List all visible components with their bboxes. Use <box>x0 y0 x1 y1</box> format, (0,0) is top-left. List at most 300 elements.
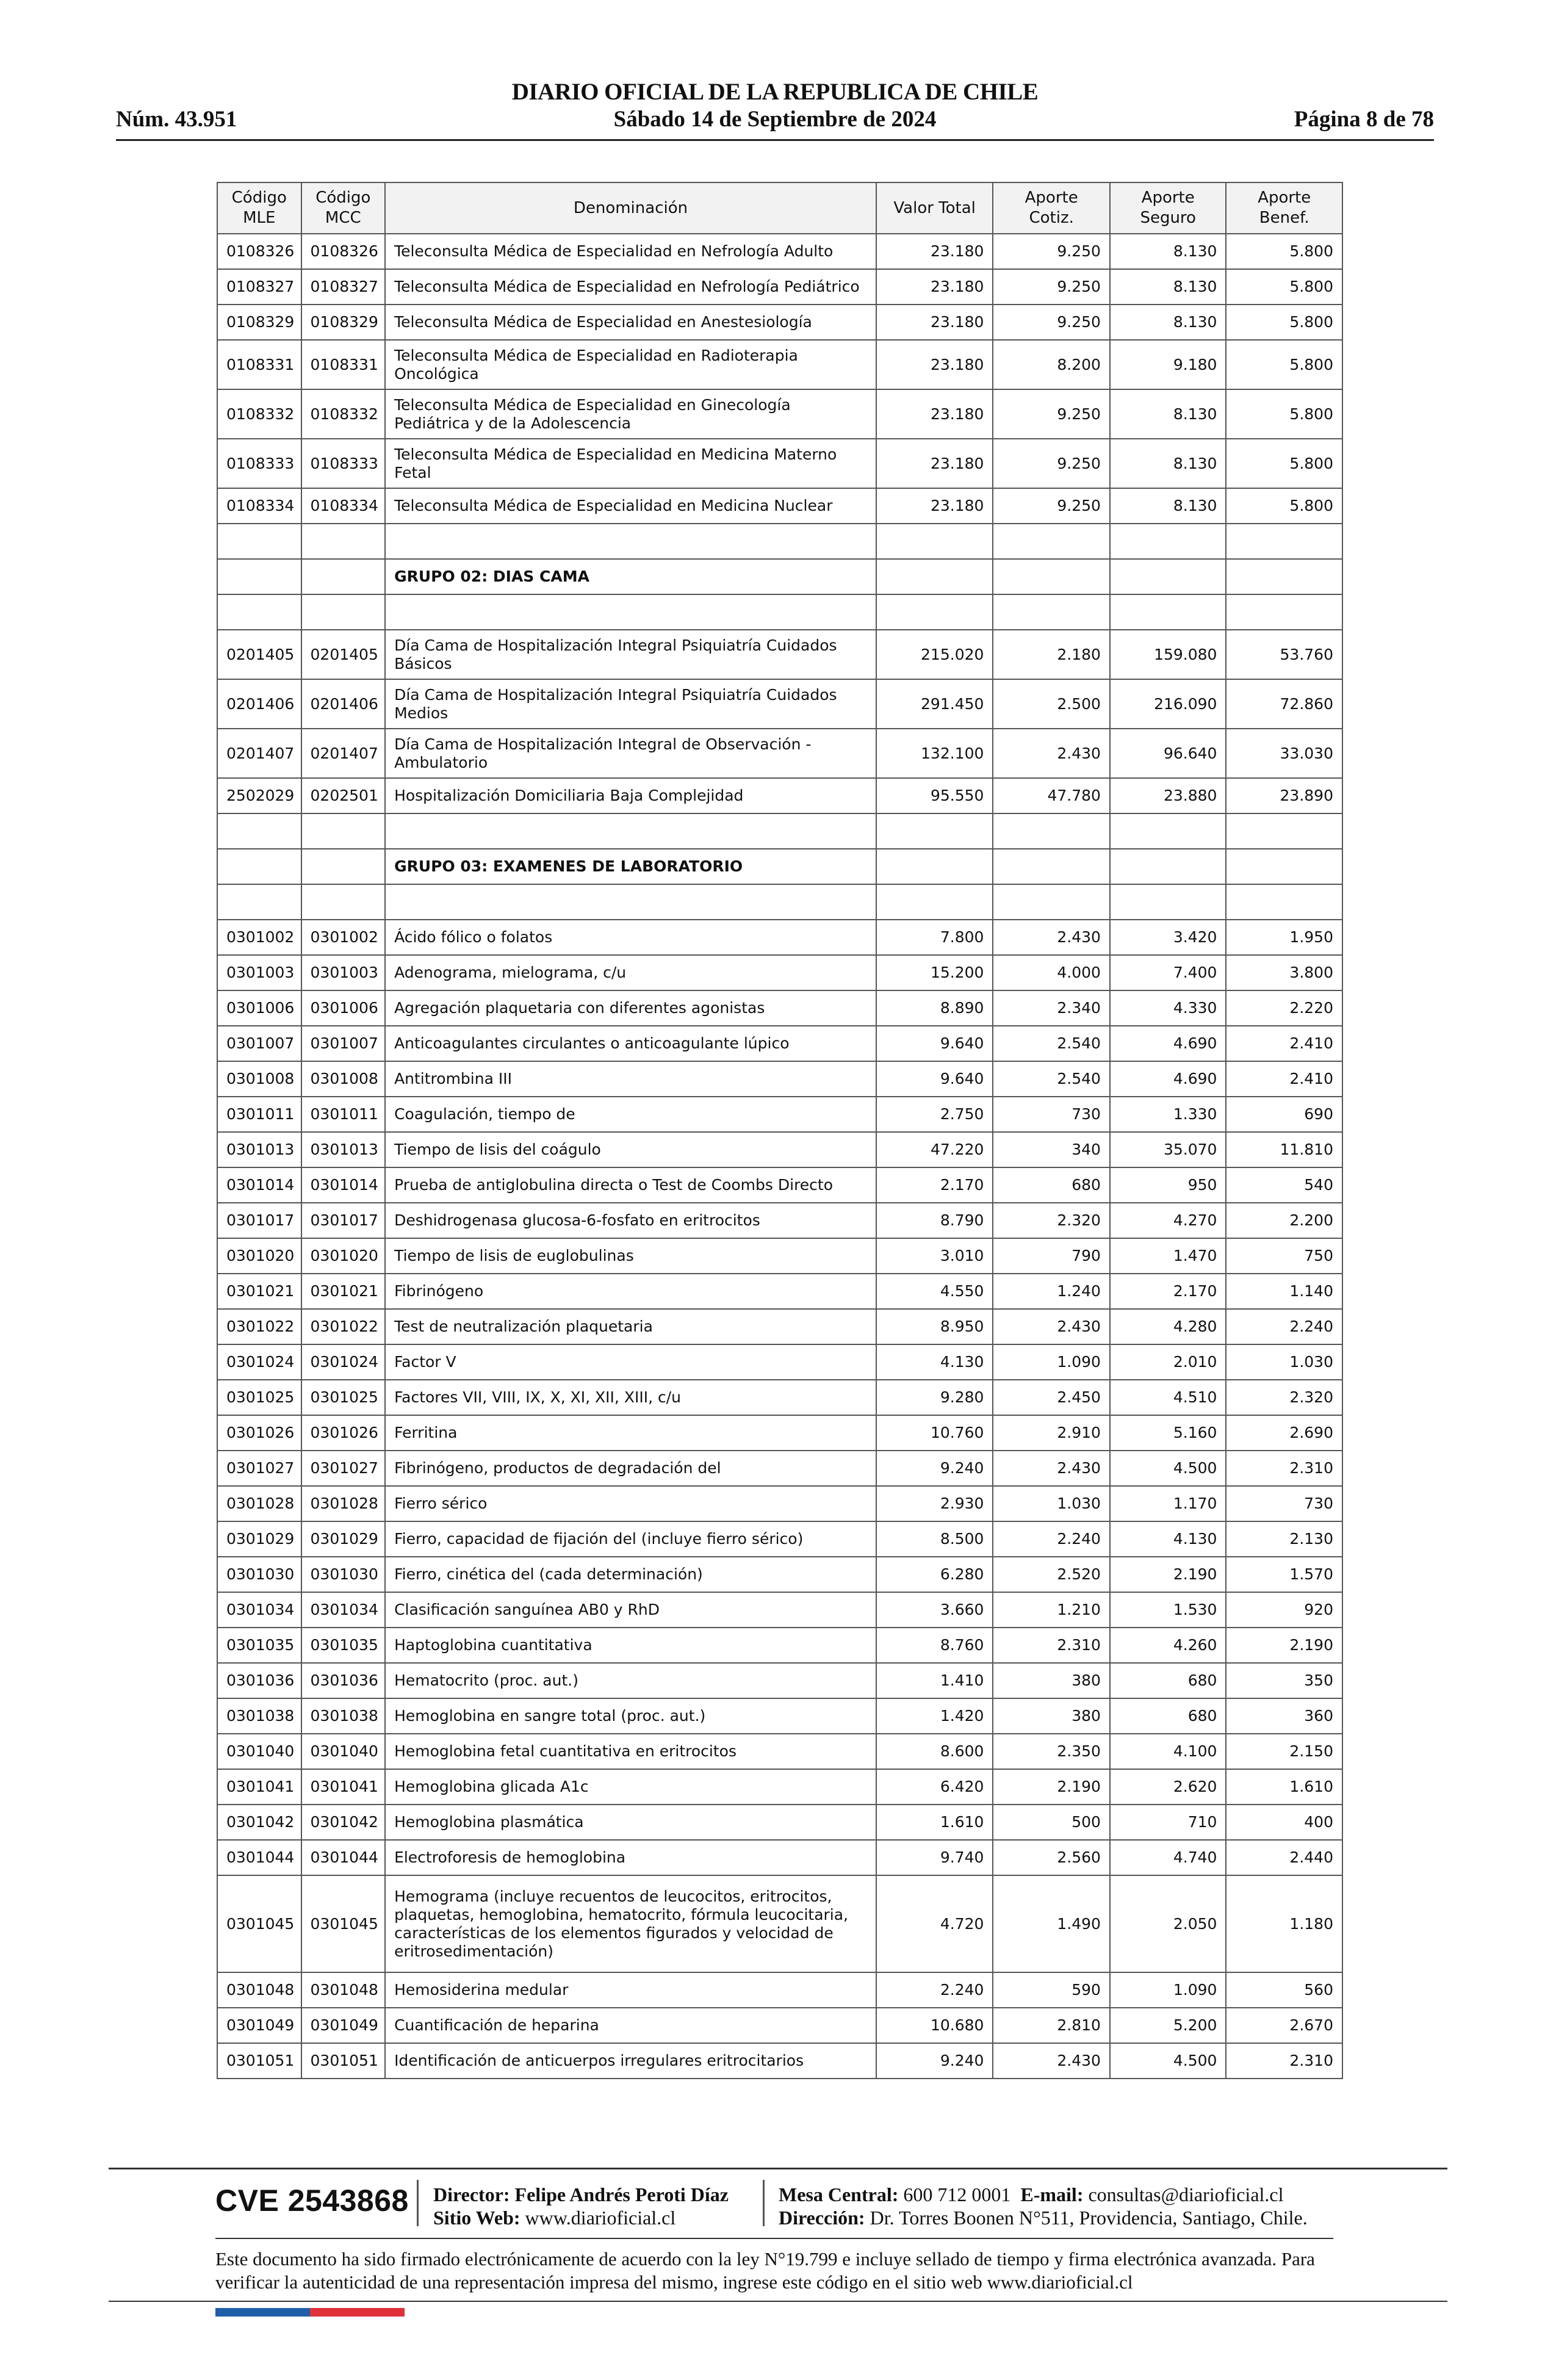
cell-codigo-mle: 0301042 <box>217 1805 301 1840</box>
cell-codigo-mcc: 0108331 <box>301 340 386 389</box>
table-row <box>217 2008 1342 2043</box>
cell-aporte-benef: 1.610 <box>1226 1769 1342 1805</box>
cell-codigo-mcc: 0301049 <box>301 2008 386 2043</box>
cell-denominacion: Factores VII, VIII, IX, X, XI, XII, XIII, c/u <box>385 1380 876 1415</box>
empty-cell <box>385 884 876 920</box>
col-header-valor-total: Valor Total <box>876 182 993 234</box>
cell-codigo-mcc: 0301021 <box>301 1274 386 1309</box>
cell-aporte-seguro: 8.130 <box>1110 389 1226 439</box>
cell-aporte-seguro: 2.190 <box>1110 1557 1226 1592</box>
cell-denominacion: Teleconsulta Médica de Especialidad en Nefrología Adulto <box>385 234 876 269</box>
cell-denominacion: Día Cama de Hospitalización Integral Psiquiatría Cuidados Medios <box>385 679 876 729</box>
cell-valor-total: 8.950 <box>876 1309 993 1344</box>
cell-valor-total: 23.180 <box>876 488 993 524</box>
cell-aporte-seguro: 5.200 <box>1110 2008 1226 2043</box>
cell-codigo-mcc: 0108334 <box>301 488 386 524</box>
cell-codigo-mle: 0301035 <box>217 1628 301 1663</box>
cell-aporte-cotiz: 2.810 <box>993 2008 1110 2043</box>
empty-cell <box>876 849 993 884</box>
table-row <box>217 1628 1342 1663</box>
empty-cell <box>301 524 386 559</box>
cell-valor-total: 2.750 <box>876 1097 993 1132</box>
table-row <box>217 1521 1342 1557</box>
cell-valor-total: 9.640 <box>876 1061 993 1097</box>
cell-denominacion: Identificación de anticuerpos irregulares eritrocitarios <box>385 2043 876 2079</box>
flag-stripe-blue <box>215 2308 310 2317</box>
cell-aporte-cotiz: 2.240 <box>993 1521 1110 1557</box>
cell-codigo-mle: 0201405 <box>217 630 301 679</box>
cell-codigo-mle: 0108334 <box>217 488 301 524</box>
cell-denominacion: Teleconsulta Médica de Especialidad en Nefrología Pediátrico <box>385 269 876 305</box>
cell-valor-total: 10.760 <box>876 1415 993 1451</box>
tariff-table <box>217 182 1343 2079</box>
cell-valor-total: 7.800 <box>876 920 993 955</box>
table-row <box>217 1805 1342 1840</box>
cell-valor-total: 3.010 <box>876 1238 993 1274</box>
cell-aporte-seguro: 1.090 <box>1110 1972 1226 2008</box>
cell-aporte-cotiz: 9.250 <box>993 305 1110 340</box>
cell-valor-total: 8.790 <box>876 1203 993 1238</box>
cell-denominacion: Cuantificación de heparina <box>385 2008 876 2043</box>
cell-codigo-mle: 0301022 <box>217 1309 301 1344</box>
cell-aporte-seguro: 3.420 <box>1110 920 1226 955</box>
cell-aporte-cotiz: 9.250 <box>993 269 1110 305</box>
cell-aporte-seguro: 8.130 <box>1110 305 1226 340</box>
cell-valor-total: 1.420 <box>876 1698 993 1734</box>
cell-aporte-cotiz: 340 <box>993 1132 1110 1167</box>
cell-denominacion: Día Cama de Hospitalización Integral Psiquiatría Cuidados Básicos <box>385 630 876 679</box>
table-row <box>217 1557 1342 1592</box>
col-header-codigo-mle: Código MLE <box>217 182 301 234</box>
cell-aporte-cotiz: 1.490 <box>993 1875 1110 1972</box>
cell-denominacion: Fierro sérico <box>385 1486 876 1521</box>
cell-aporte-cotiz: 1.030 <box>993 1486 1110 1521</box>
cell-denominacion: Día Cama de Hospitalización Integral de Observación - Ambulatorio <box>385 729 876 778</box>
cell-codigo-mle: 0301049 <box>217 2008 301 2043</box>
spacer-row <box>217 884 1342 920</box>
cell-aporte-seguro: 680 <box>1110 1663 1226 1698</box>
cell-aporte-seguro: 4.330 <box>1110 990 1226 1026</box>
empty-cell <box>876 813 993 849</box>
cell-aporte-benef: 400 <box>1226 1805 1342 1840</box>
cell-aporte-seguro: 680 <box>1110 1698 1226 1734</box>
col-header-aporte-benef: Aporte Benef. <box>1226 182 1342 234</box>
cell-aporte-seguro: 8.130 <box>1110 234 1226 269</box>
cell-aporte-benef: 2.200 <box>1226 1203 1342 1238</box>
cell-denominacion: Teleconsulta Médica de Especialidad en Radioterapia Oncológica <box>385 340 876 389</box>
cell-aporte-cotiz: 2.430 <box>993 920 1110 955</box>
table-row <box>217 1167 1342 1203</box>
cell-codigo-mcc: 0301029 <box>301 1521 386 1557</box>
empty-cell <box>217 849 301 884</box>
group-heading: GRUPO 03: EXAMENES DE LABORATORIO <box>385 849 876 884</box>
table-row <box>217 1097 1342 1132</box>
cell-codigo-mle: 0301006 <box>217 990 301 1026</box>
cell-valor-total: 23.180 <box>876 340 993 389</box>
cell-codigo-mcc: 0301051 <box>301 2043 386 2079</box>
cell-valor-total: 2.930 <box>876 1486 993 1521</box>
cell-codigo-mle: 0301045 <box>217 1875 301 1972</box>
cell-aporte-seguro: 9.180 <box>1110 340 1226 389</box>
cell-denominacion: Fibrinógeno <box>385 1274 876 1309</box>
empty-cell <box>876 524 993 559</box>
table-row <box>217 1061 1342 1097</box>
mesa-label: Mesa Central: <box>779 2183 899 2205</box>
cell-codigo-mcc: 0301027 <box>301 1451 386 1486</box>
cell-aporte-benef: 23.890 <box>1226 778 1342 813</box>
cell-aporte-benef: 2.320 <box>1226 1380 1342 1415</box>
empty-cell <box>1226 849 1342 884</box>
table-row <box>217 1203 1342 1238</box>
empty-cell <box>301 559 386 594</box>
cell-denominacion: Antitrombina III <box>385 1061 876 1097</box>
cell-valor-total: 291.450 <box>876 679 993 729</box>
cell-valor-total: 23.180 <box>876 234 993 269</box>
empty-cell <box>1110 813 1226 849</box>
cell-denominacion: Hemosiderina medular <box>385 1972 876 2008</box>
col-header-codigo-mcc: Código MCC <box>301 182 386 234</box>
cell-aporte-cotiz: 9.250 <box>993 389 1110 439</box>
cell-codigo-mcc: 0301042 <box>301 1805 386 1840</box>
page-header <box>116 73 1434 146</box>
cell-codigo-mle: 0301024 <box>217 1344 301 1380</box>
cell-denominacion: Agregación plaquetaria con diferentes agonistas <box>385 990 876 1026</box>
cell-aporte-cotiz: 2.540 <box>993 1026 1110 1061</box>
cell-codigo-mle: 0301014 <box>217 1167 301 1203</box>
cell-aporte-cotiz: 2.430 <box>993 1309 1110 1344</box>
cell-aporte-benef: 5.800 <box>1226 269 1342 305</box>
cell-aporte-benef: 360 <box>1226 1698 1342 1734</box>
cell-codigo-mle: 0301034 <box>217 1592 301 1628</box>
cell-codigo-mcc: 0301028 <box>301 1486 386 1521</box>
cell-codigo-mcc: 0108333 <box>301 439 386 488</box>
empty-cell <box>1110 559 1226 594</box>
table-row <box>217 305 1342 340</box>
cell-denominacion: Fibrinógeno, productos de degradación del <box>385 1451 876 1486</box>
table-row <box>217 1972 1342 2008</box>
empty-cell <box>301 813 386 849</box>
table-body <box>217 234 1342 2079</box>
cell-aporte-seguro: 159.080 <box>1110 630 1226 679</box>
cell-codigo-mle: 0108331 <box>217 340 301 389</box>
cell-codigo-mle: 0301017 <box>217 1203 301 1238</box>
cell-valor-total: 4.550 <box>876 1274 993 1309</box>
cell-codigo-mcc: 0201406 <box>301 679 386 729</box>
table-row <box>217 1274 1342 1309</box>
cell-codigo-mle: 0108327 <box>217 269 301 305</box>
footer-director-block <box>433 2183 729 2229</box>
cell-codigo-mle: 0301041 <box>217 1769 301 1805</box>
cell-aporte-benef: 53.760 <box>1226 630 1342 679</box>
cell-denominacion: Haptoglobina cuantitativa <box>385 1628 876 1663</box>
cell-aporte-cotiz: 1.210 <box>993 1592 1110 1628</box>
spacer-row <box>217 813 1342 849</box>
cell-aporte-cotiz: 2.560 <box>993 1840 1110 1875</box>
cell-codigo-mcc: 0301030 <box>301 1557 386 1592</box>
table-row <box>217 679 1342 729</box>
cell-aporte-cotiz: 2.350 <box>993 1734 1110 1769</box>
cell-aporte-cotiz: 2.430 <box>993 1451 1110 1486</box>
cell-codigo-mcc: 0301026 <box>301 1415 386 1451</box>
cell-valor-total: 8.890 <box>876 990 993 1026</box>
cell-aporte-cotiz: 680 <box>993 1167 1110 1203</box>
cell-aporte-cotiz: 2.450 <box>993 1380 1110 1415</box>
cell-aporte-benef: 2.690 <box>1226 1415 1342 1451</box>
empty-cell <box>301 884 386 920</box>
empty-cell <box>993 849 1110 884</box>
cell-codigo-mcc: 0301036 <box>301 1663 386 1698</box>
cell-denominacion: Hemograma (incluye recuentos de leucocitos, eritrocitos, plaquetas, hemoglobina, hematocrito, fórmula leucocitaria, características de los elementos figurados y velocidad de eritrosedimentación) <box>385 1875 876 1972</box>
cell-valor-total: 2.170 <box>876 1167 993 1203</box>
director-label: Director: <box>433 2183 510 2205</box>
empty-cell <box>993 524 1110 559</box>
cell-aporte-seguro: 4.100 <box>1110 1734 1226 1769</box>
table-row <box>217 955 1342 990</box>
cell-aporte-benef: 2.670 <box>1226 2008 1342 2043</box>
cell-valor-total: 4.130 <box>876 1344 993 1380</box>
cell-aporte-seguro: 4.500 <box>1110 1451 1226 1486</box>
empty-cell <box>1226 594 1342 630</box>
table-row <box>217 1451 1342 1486</box>
cell-codigo-mle: 0301020 <box>217 1238 301 1274</box>
table-row <box>217 269 1342 305</box>
cell-aporte-benef: 2.220 <box>1226 990 1342 1026</box>
cell-aporte-seguro: 8.130 <box>1110 439 1226 488</box>
cell-valor-total: 4.720 <box>876 1875 993 1972</box>
cell-denominacion: Teleconsulta Médica de Especialidad en Anestesiología <box>385 305 876 340</box>
issue-number: Núm. 43.951 <box>116 107 237 132</box>
cell-codigo-mle: 0301021 <box>217 1274 301 1309</box>
cell-aporte-seguro: 1.170 <box>1110 1486 1226 1521</box>
cell-valor-total: 15.200 <box>876 955 993 990</box>
legal-notice: Este documento ha sido firmado electrónicamente de acuerdo con la ley N°19.799 e incluye sellado de tiempo y firma electrónica avanzada. Para verificar la autenticidad de una representación impresa del mismo, ingrese este código en el sitio web www.diarioficial.cl <box>215 2248 1315 2293</box>
cell-valor-total: 23.180 <box>876 439 993 488</box>
cell-aporte-cotiz: 2.430 <box>993 2043 1110 2079</box>
empty-cell <box>1226 884 1342 920</box>
cell-denominacion: Ácido fólico o folatos <box>385 920 876 955</box>
cell-denominacion: Fierro, capacidad de fijación del (incluye fierro sérico) <box>385 1521 876 1557</box>
empty-cell <box>217 594 301 630</box>
cell-aporte-benef: 5.800 <box>1226 488 1342 524</box>
cell-denominacion: Test de neutralización plaquetaria <box>385 1309 876 1344</box>
cell-aporte-seguro: 216.090 <box>1110 679 1226 729</box>
cell-aporte-cotiz: 2.430 <box>993 729 1110 778</box>
empty-cell <box>993 813 1110 849</box>
cell-valor-total: 9.740 <box>876 1840 993 1875</box>
empty-cell <box>301 849 386 884</box>
cell-codigo-mle: 0301028 <box>217 1486 301 1521</box>
empty-cell <box>1226 813 1342 849</box>
cell-valor-total: 9.240 <box>876 2043 993 2079</box>
cell-aporte-cotiz: 47.780 <box>993 778 1110 813</box>
empty-cell <box>1110 849 1226 884</box>
header-rule <box>116 139 1434 141</box>
empty-cell <box>1110 524 1226 559</box>
website-link[interactable]: www.diarioficial.cl <box>525 2207 676 2229</box>
empty-cell <box>993 594 1110 630</box>
cell-valor-total: 23.180 <box>876 389 993 439</box>
cell-codigo-mcc: 0301003 <box>301 955 386 990</box>
cell-denominacion: Coagulación, tiempo de <box>385 1097 876 1132</box>
cell-codigo-mle: 0301029 <box>217 1521 301 1557</box>
table-row <box>217 990 1342 1026</box>
cell-aporte-benef: 730 <box>1226 1486 1342 1521</box>
cell-codigo-mcc: 0301041 <box>301 1769 386 1805</box>
cell-codigo-mle: 0301051 <box>217 2043 301 2079</box>
cell-aporte-seguro: 950 <box>1110 1167 1226 1203</box>
cell-codigo-mcc: 0301048 <box>301 1972 386 2008</box>
cell-valor-total: 6.280 <box>876 1557 993 1592</box>
cell-codigo-mcc: 0301044 <box>301 1840 386 1875</box>
cell-valor-total: 132.100 <box>876 729 993 778</box>
footer-mid-rule <box>215 2238 1333 2239</box>
cell-aporte-cotiz: 590 <box>993 1972 1110 2008</box>
cell-aporte-benef: 11.810 <box>1226 1132 1342 1167</box>
cell-aporte-seguro: 2.010 <box>1110 1344 1226 1380</box>
table-row <box>217 1026 1342 1061</box>
cell-aporte-seguro: 4.130 <box>1110 1521 1226 1557</box>
cell-valor-total: 9.640 <box>876 1026 993 1061</box>
cell-valor-total: 1.410 <box>876 1663 993 1698</box>
flag-stripe-red <box>310 2308 405 2317</box>
cell-aporte-seguro: 4.740 <box>1110 1840 1226 1875</box>
cell-denominacion: Hemoglobina en sangre total (proc. aut.) <box>385 1698 876 1734</box>
cell-codigo-mcc: 0301024 <box>301 1344 386 1380</box>
cell-codigo-mle: 0108332 <box>217 389 301 439</box>
table-row <box>217 920 1342 955</box>
cell-codigo-mcc: 0301002 <box>301 920 386 955</box>
cell-aporte-seguro: 2.050 <box>1110 1875 1226 1972</box>
cell-denominacion: Hematocrito (proc. aut.) <box>385 1663 876 1698</box>
table-row <box>217 1698 1342 1734</box>
cell-aporte-benef: 3.800 <box>1226 955 1342 990</box>
cell-codigo-mle: 0301038 <box>217 1698 301 1734</box>
cell-valor-total: 23.180 <box>876 269 993 305</box>
group-heading: GRUPO 02: DIAS CAMA <box>385 559 876 594</box>
cell-valor-total: 9.240 <box>876 1451 993 1486</box>
cell-aporte-benef: 2.410 <box>1226 1026 1342 1061</box>
cell-denominacion: Teleconsulta Médica de Especialidad en Medicina Nuclear <box>385 488 876 524</box>
cell-aporte-cotiz: 2.520 <box>993 1557 1110 1592</box>
cell-aporte-cotiz: 2.910 <box>993 1415 1110 1451</box>
table-row <box>217 778 1342 813</box>
cell-aporte-cotiz: 1.240 <box>993 1274 1110 1309</box>
table-row <box>217 2043 1342 2079</box>
issue-date: Sábado 14 de Septiembre de 2024 <box>613 107 937 132</box>
footer-separator <box>763 2180 765 2226</box>
cell-aporte-cotiz: 2.320 <box>993 1203 1110 1238</box>
group-heading-row <box>217 849 1342 884</box>
cell-aporte-benef: 1.030 <box>1226 1344 1342 1380</box>
cell-aporte-cotiz: 9.250 <box>993 439 1110 488</box>
cell-aporte-benef: 1.570 <box>1226 1557 1342 1592</box>
table-row <box>217 1132 1342 1167</box>
empty-cell <box>385 813 876 849</box>
cell-codigo-mcc: 0301038 <box>301 1698 386 1734</box>
cell-aporte-benef: 33.030 <box>1226 729 1342 778</box>
cell-codigo-mle: 0301003 <box>217 955 301 990</box>
email-link[interactable]: consultas@diarioficial.cl <box>1088 2183 1284 2205</box>
cell-aporte-cotiz: 9.250 <box>993 234 1110 269</box>
cell-aporte-seguro: 5.160 <box>1110 1415 1226 1451</box>
table-row <box>217 439 1342 488</box>
mesa-phone: 600 712 0001 <box>903 2183 1011 2205</box>
cell-aporte-seguro: 710 <box>1110 1805 1226 1840</box>
cell-aporte-seguro: 4.690 <box>1110 1026 1226 1061</box>
address-value: Dr. Torres Boonen N°511, Providencia, Santiago, Chile. <box>870 2207 1308 2229</box>
col-header-aporte-cotiz: Aporte Cotiz. <box>993 182 1110 234</box>
table-row <box>217 340 1342 389</box>
cell-codigo-mle: 0108333 <box>217 439 301 488</box>
table-row <box>217 1663 1342 1698</box>
empty-cell <box>385 594 876 630</box>
col-header-aporte-seguro: Aporte Seguro <box>1110 182 1226 234</box>
cell-aporte-cotiz: 8.200 <box>993 340 1110 389</box>
address-label: Dirección: <box>779 2207 865 2229</box>
cell-aporte-seguro: 1.530 <box>1110 1592 1226 1628</box>
cell-aporte-benef: 2.130 <box>1226 1521 1342 1557</box>
empty-cell <box>217 524 301 559</box>
cell-aporte-seguro: 8.130 <box>1110 488 1226 524</box>
cell-aporte-cotiz: 790 <box>993 1238 1110 1274</box>
cell-aporte-benef: 5.800 <box>1226 340 1342 389</box>
cell-aporte-benef: 2.310 <box>1226 2043 1342 2079</box>
cell-aporte-seguro: 23.880 <box>1110 778 1226 813</box>
cell-aporte-seguro: 4.690 <box>1110 1061 1226 1097</box>
cell-valor-total: 95.550 <box>876 778 993 813</box>
cell-aporte-cotiz: 500 <box>993 1805 1110 1840</box>
cell-codigo-mcc: 0301014 <box>301 1167 386 1203</box>
cell-aporte-seguro: 4.510 <box>1110 1380 1226 1415</box>
cell-aporte-cotiz: 4.000 <box>993 955 1110 990</box>
cell-aporte-seguro: 8.130 <box>1110 269 1226 305</box>
cell-denominacion: Hemoglobina fetal cuantitativa en eritrocitos <box>385 1734 876 1769</box>
empty-cell <box>217 884 301 920</box>
cell-valor-total: 8.760 <box>876 1628 993 1663</box>
cell-aporte-benef: 5.800 <box>1226 305 1342 340</box>
cell-aporte-benef: 72.860 <box>1226 679 1342 729</box>
cell-aporte-seguro: 2.620 <box>1110 1769 1226 1805</box>
director-name: Felipe Andrés Peroti Díaz <box>514 2183 729 2205</box>
empty-cell <box>993 559 1110 594</box>
table-row <box>217 1344 1342 1380</box>
cell-denominacion: Deshidrogenasa glucosa-6-fosfato en eritrocitos <box>385 1203 876 1238</box>
cell-aporte-seguro: 7.400 <box>1110 955 1226 990</box>
cell-aporte-cotiz: 1.090 <box>993 1344 1110 1380</box>
cell-codigo-mle: 0201407 <box>217 729 301 778</box>
table-row <box>217 1486 1342 1521</box>
cell-denominacion: Teleconsulta Médica de Especialidad en Medicina Materno Fetal <box>385 439 876 488</box>
cell-aporte-cotiz: 380 <box>993 1698 1110 1734</box>
cell-codigo-mcc: 0301006 <box>301 990 386 1026</box>
table-row <box>217 1875 1342 1972</box>
cell-denominacion: Ferritina <box>385 1415 876 1451</box>
cell-codigo-mcc: 0301013 <box>301 1132 386 1167</box>
group-heading-row <box>217 559 1342 594</box>
cell-codigo-mcc: 0301022 <box>301 1309 386 1344</box>
empty-cell <box>1110 594 1226 630</box>
cell-denominacion: Adenograma, mielograma, c/u <box>385 955 876 990</box>
cell-aporte-benef: 2.150 <box>1226 1734 1342 1769</box>
cell-aporte-cotiz: 9.250 <box>993 488 1110 524</box>
cell-codigo-mcc: 0301045 <box>301 1875 386 1972</box>
table-row <box>217 729 1342 778</box>
cell-aporte-cotiz: 2.540 <box>993 1061 1110 1097</box>
cve-code: CVE 2543868 <box>215 2183 409 2218</box>
cell-codigo-mle: 0108329 <box>217 305 301 340</box>
cell-aporte-seguro: 1.470 <box>1110 1238 1226 1274</box>
footer-contact-block <box>779 2183 1308 2229</box>
